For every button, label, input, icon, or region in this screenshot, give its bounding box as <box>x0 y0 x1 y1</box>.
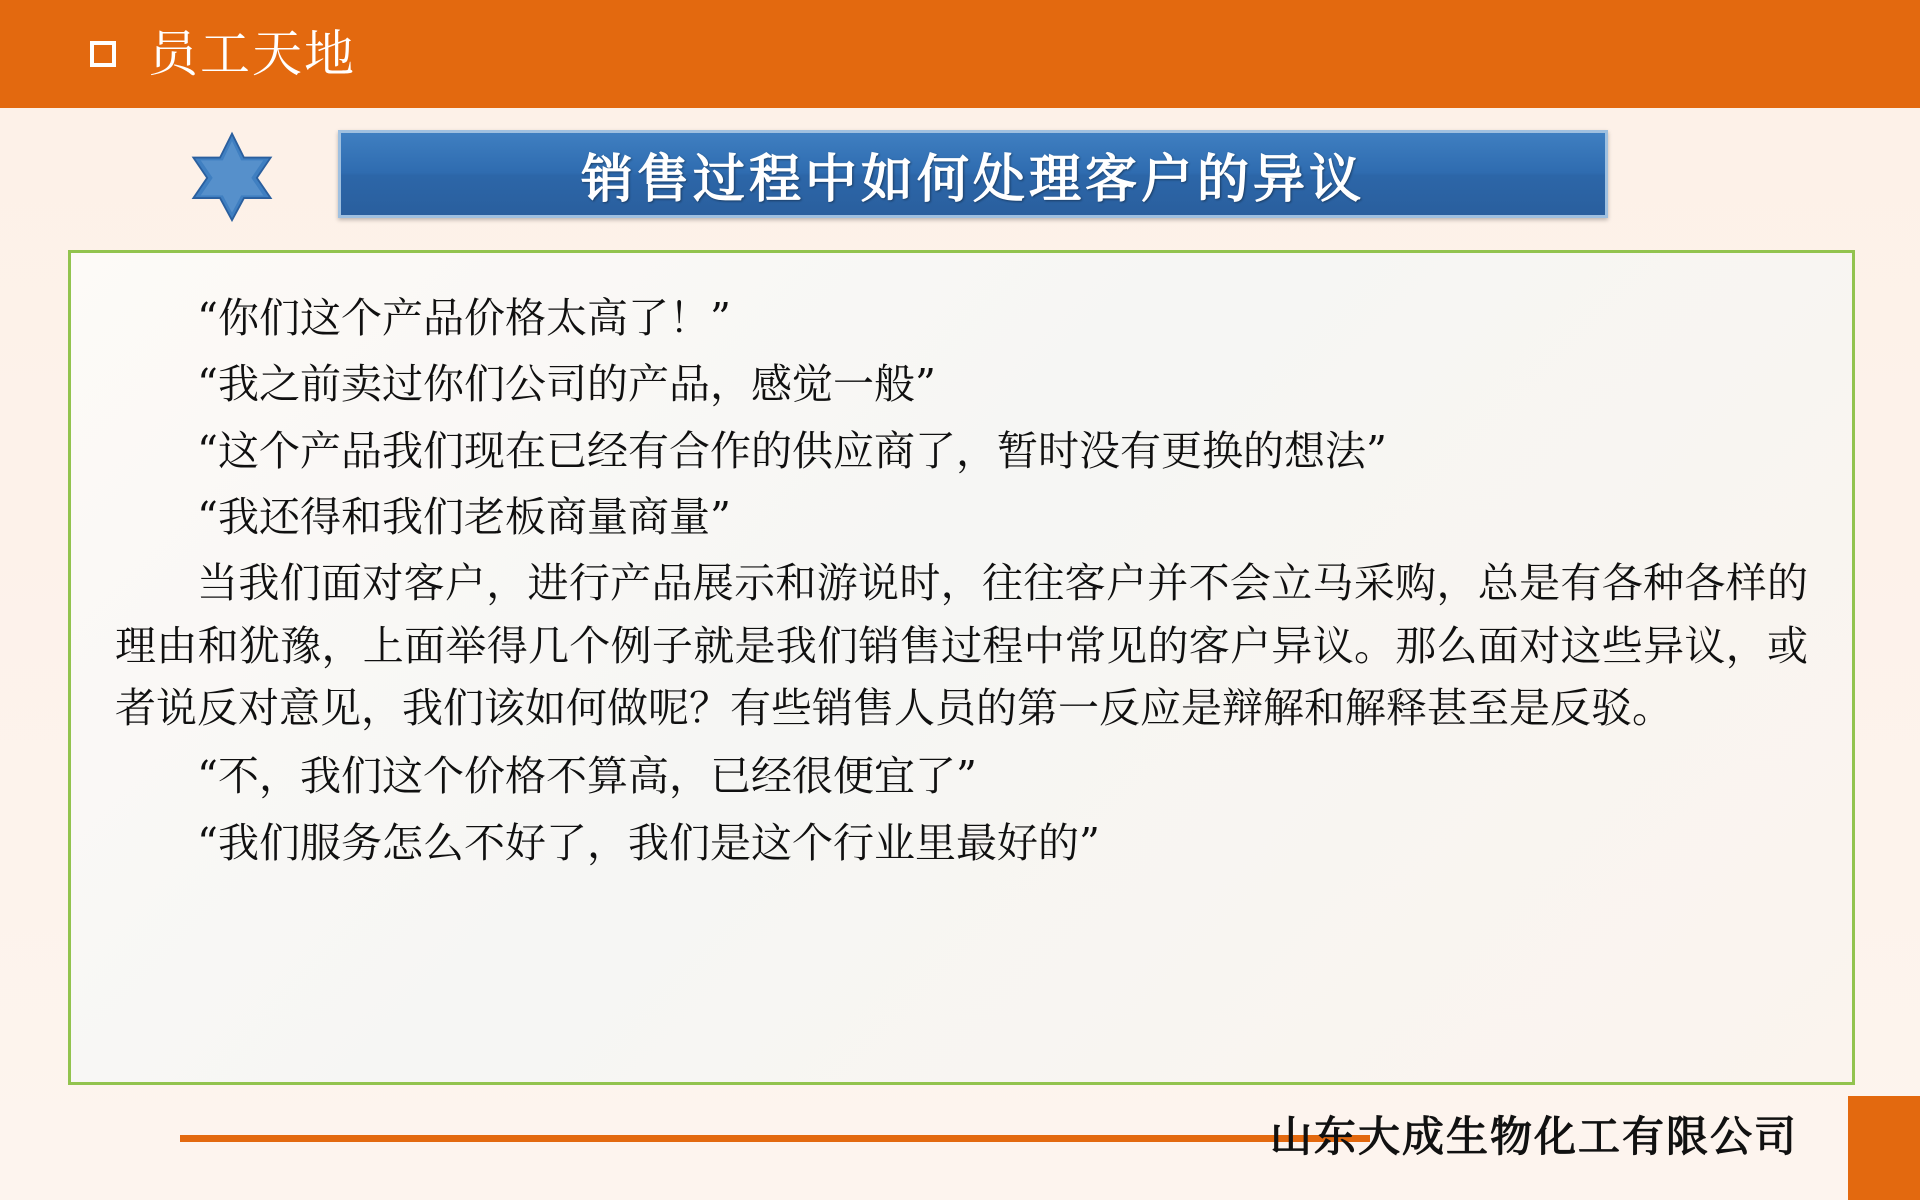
slide-header-bar <box>0 0 1920 108</box>
slide-title-banner <box>338 130 1608 218</box>
quote-line-3: “这个产品我们现在已经有合作的供应商了，暂时没有更换的想法” <box>197 426 1387 475</box>
footer-company-name: 山东大成生物化工有限公司 <box>1269 1112 1798 1161</box>
slide-title-text: 销售过程中如何处理客户的异议 <box>580 149 1365 210</box>
footer-accent-block <box>1848 1096 1920 1200</box>
six-point-star-icon <box>186 130 278 222</box>
footer-divider <box>180 1135 1370 1142</box>
quote-line-4: “我还得和我们老板商量商量” <box>197 492 731 541</box>
quote-line-2: “我之前卖过你们公司的产品，感觉一般” <box>197 360 936 409</box>
content-box <box>68 250 1855 1085</box>
quote-line-6: “我们服务怎么不好了，我们是这个行业里最好的” <box>197 818 1100 867</box>
section-title: 员工天地 <box>148 25 356 83</box>
title-row <box>0 122 1920 232</box>
body-paragraph: 当我们面对客户，进行产品展示和游说时，往往客户并不会立马采购，总是有各种各样的理由和犹豫，上面举得几个例子就是我们销售过程中常见的客户异议。那么面对这些异议，或者说反对意见，我们该如何做呢？有些销售人员的第一反应是辩解和解释甚至是反驳。 <box>115 559 1808 732</box>
quote-line-5: “不，我们这个价格不算高，已经很便宜了” <box>197 752 977 801</box>
quote-line-1: “你们这个产品价格太高了！” <box>197 294 731 342</box>
square-outline-icon <box>90 41 116 67</box>
